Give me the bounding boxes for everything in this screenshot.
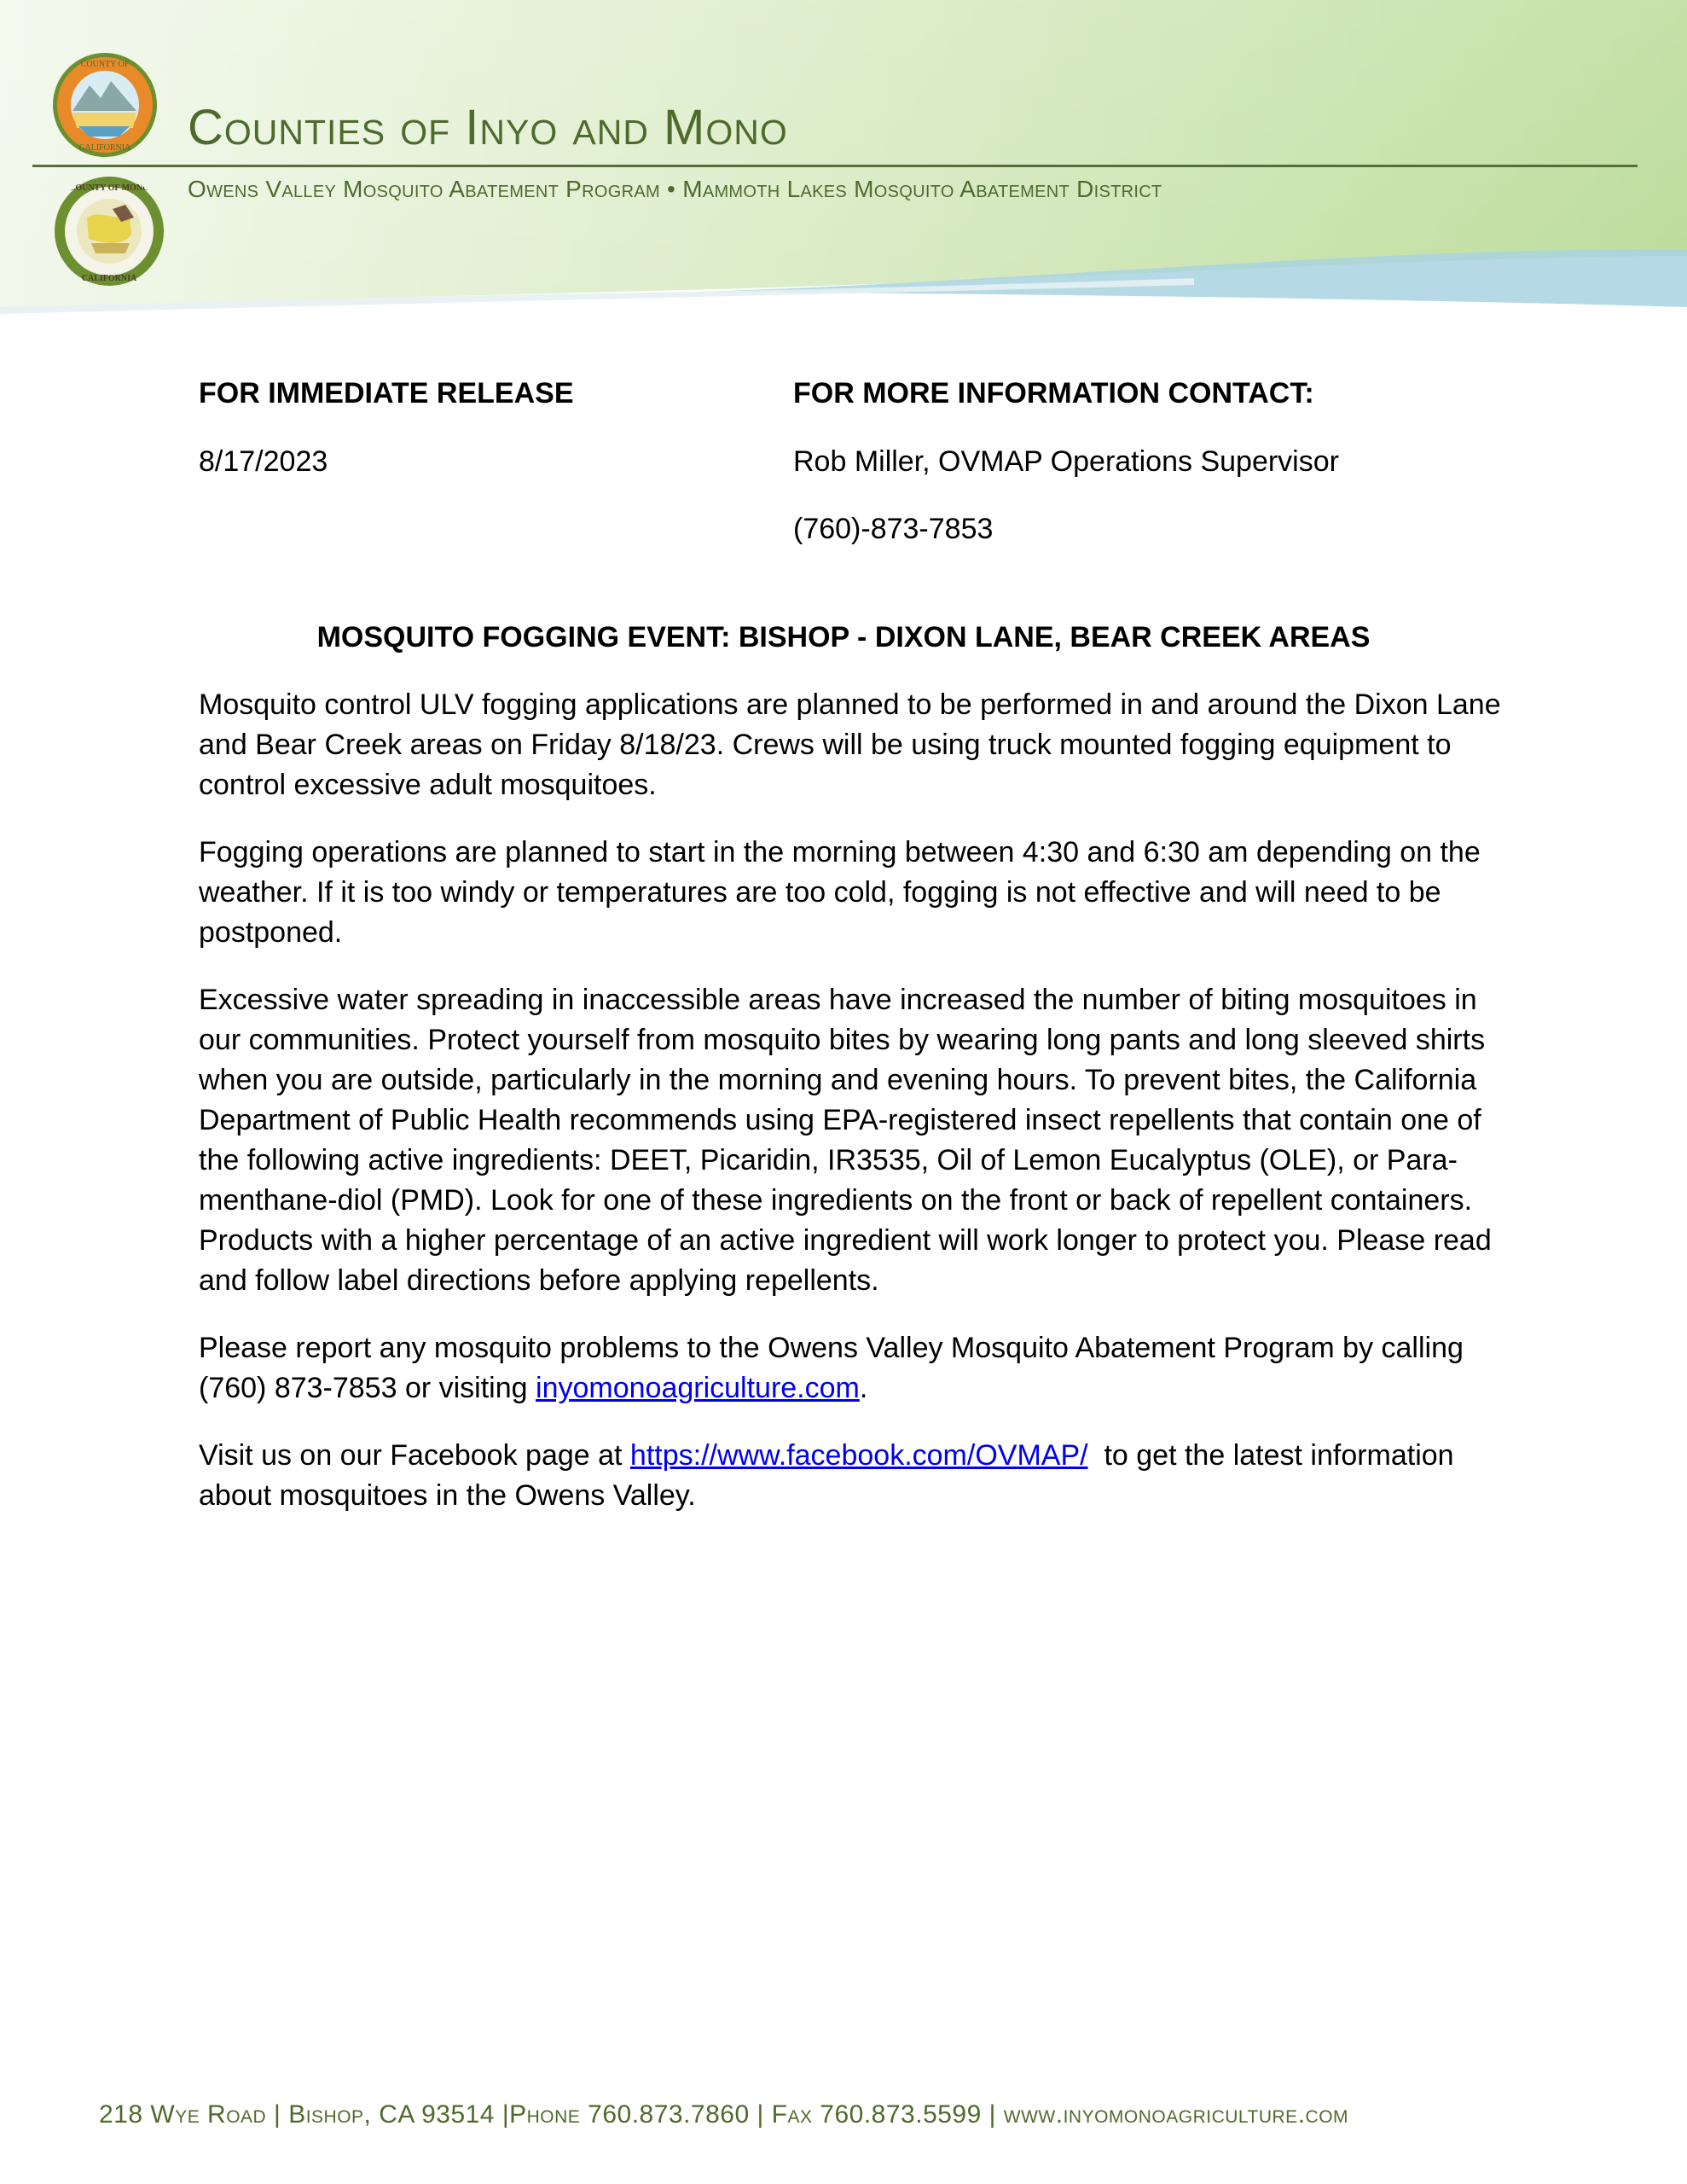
report-text: Please report any mosquito problems to the Owens Valley Mosquito Abatement Program by calling (760) 873-7853 or visiting xyxy=(199,1332,1464,1404)
letterhead-title: Counties of Inyo and Mono xyxy=(188,100,788,155)
press-release-body xyxy=(199,685,1504,1543)
contact-label: FOR MORE INFORMATION CONTACT: xyxy=(793,377,1314,410)
facebook-link[interactable]: https://www.facebook.com/OVMAP/ xyxy=(629,1439,1088,1472)
contact-phone: (760)-873-7853 xyxy=(793,513,994,545)
mono-county-seal-icon xyxy=(53,175,165,288)
paragraph-fogging-plan: Mosquito control ULV fogging applications are planned to be performed in and around the Dixon Lane and Bear Creek areas on Friday 8/18/23. Crews will be using truck mounted fogging equipment to control excessive adult mosquitoes. xyxy=(199,688,1501,801)
press-release-headline: MOSQUITO FOGGING EVENT: BISHOP - DIXON LANE, BEAR CREEK AREAS xyxy=(316,621,1371,653)
letterhead-subtitle: Owens Valley Mosquito Abatement Program • Mammoth Lakes Mosquito Abatement District xyxy=(188,176,1162,202)
header-banner xyxy=(0,0,1687,316)
agriculture-website-link[interactable]: inyomonoagriculture.com xyxy=(536,1372,860,1404)
release-label: FOR IMMEDIATE RELEASE xyxy=(199,377,574,410)
paragraph-report xyxy=(199,1328,1504,1409)
report-text-end: . xyxy=(859,1372,868,1404)
letterhead-rule xyxy=(32,165,1638,167)
paragraph-facebook xyxy=(199,1436,1504,1516)
facebook-text: Visit us on our Facebook page at xyxy=(199,1439,630,1472)
facebook-text-end: to get the latest information about mosquitoes in the Owens Valley. xyxy=(199,1439,1463,1512)
svg-text:CALIFORNIA: CALIFORNIA xyxy=(81,274,137,283)
svg-text:CALIFORNIA: CALIFORNIA xyxy=(78,143,131,153)
inyo-county-seal-icon xyxy=(51,51,159,159)
paragraph-protection: Excessive water spreading in inaccessible areas have increased the number of biting mosquitoes in our communities. Protect yourself from mosquito bites by wearing long pants and long sleeved shirts when you are outside, particularly in the morning and evening hours. To prevent bites, the California Department of Public Health recommends using EPA-registered insect repellents that contain one of the following active ingredients: DEET, Picaridin, IR3535, Oil of Lemon Eucalyptus (OLE), or Para-menthane-diol (PMD). Look for one of these ingredients on the front or back of repellent containers. Products with a higher percentage of an active ingredient will work longer to protect you. Please read and follow label directions before applying repellents. xyxy=(199,984,1492,1297)
letterhead-footer: 218 Wye Road | Bishop, CA 93514 |Phone 760.873.7860 | Fax 760.873.5599 | www.inyomonoagriculture.com xyxy=(99,2100,1349,2129)
release-date: 8/17/2023 xyxy=(199,445,328,478)
contact-name: Rob Miller, OVMAP Operations Supervisor xyxy=(793,445,1339,478)
svg-text:COUNTY OF: COUNTY OF xyxy=(80,60,130,69)
paragraph-timing: Fogging operations are planned to start in the morning between 4:30 and 6:30 am depending on the weather. If it is too windy or temperatures are too cold, fogging is not effective and will need to be postponed. xyxy=(199,836,1481,949)
svg-text:COUNTY OF MONO: COUNTY OF MONO xyxy=(69,183,149,193)
